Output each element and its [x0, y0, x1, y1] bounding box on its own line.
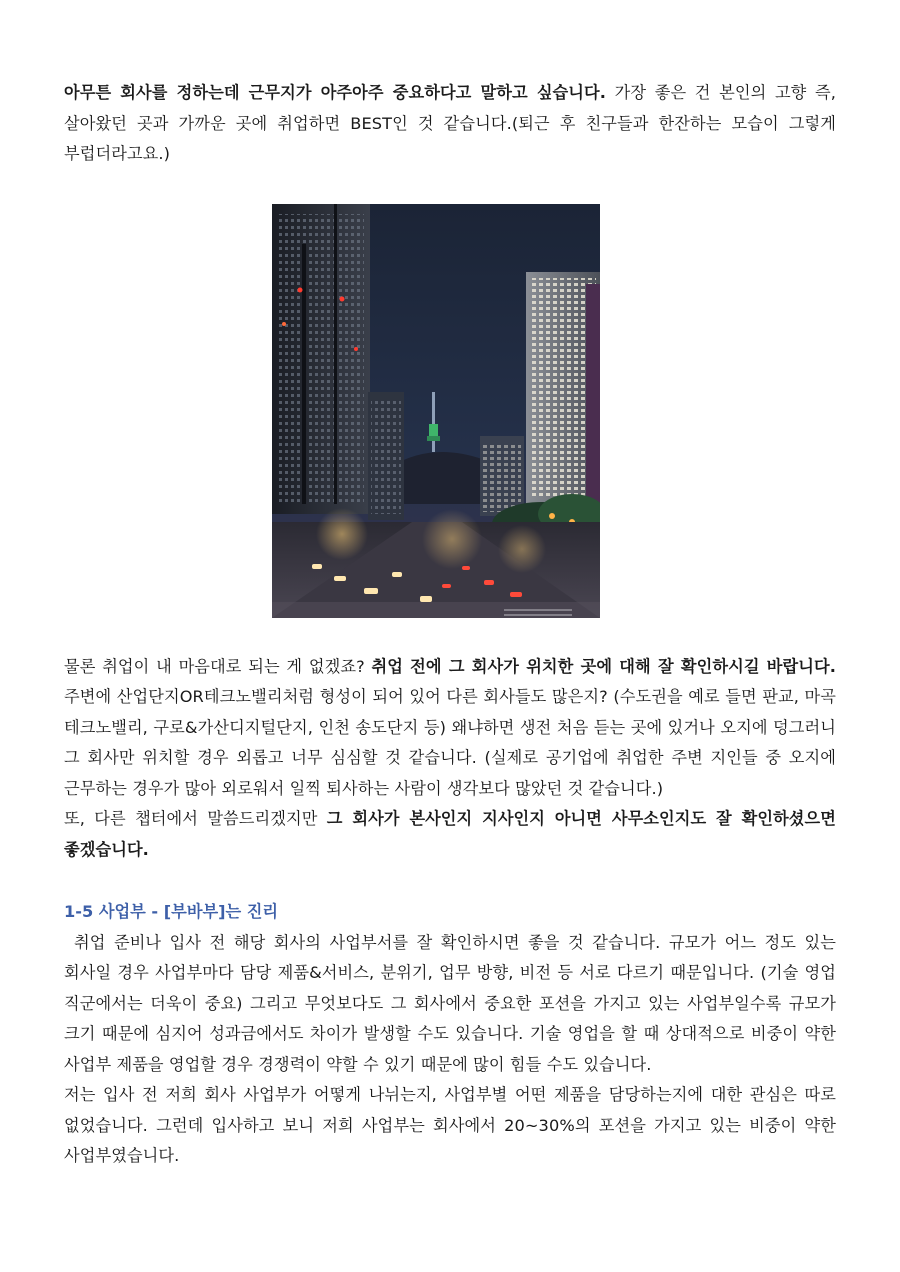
location-p2-text: 또, 다른 챕터에서 말씀드리겠지만	[64, 809, 327, 828]
intro-paragraph	[64, 78, 836, 170]
section-paragraph-2: 저는 입사 전 저희 회사 사업부가 어떻게 나뉘는지, 사업부별 어떤 제품을 담당하는지에 대한 관심은 따로 없었습니다. 그런데 입사하고 보니 저희 사업부는 회사에서 20~30%의 포션을 가지고 있는 비중이 약한 사업부였습니다.	[64, 1085, 836, 1165]
section-heading: 1-5 사업부 - [부바부]는 진리	[64, 902, 279, 921]
location-body-text: 주변에 산업단지OR테크노밸리처럼 형성이 되어 있어 다른 회사들도 많은지? (수도권을 예로 들면 판교, 마곡 테크노밸리, 구로&가산디지털단지, 인천 송도단지 등) 왜냐하면 생전 처음 듣는 곳에 있거나 오지에 덩그러니 그 회사만 위치할 경우 외롭고 너무 심심할 것 같습니다. (실제로 공기업에 취업한 주변 지인들 중 오지에 근무하는 경우가 많아 외로워서 일찍 퇴사하는 사람이 생각보다 많았던 것 같습니다.)	[64, 687, 836, 798]
section-paragraph-1: 취업 준비나 입사 전 해당 회사의 사업부서를 잘 확인하시면 좋을 것 같습니다. 규모가 어느 정도 있는 회사일 경우 사업부마다 담당 제품&서비스, 분위기, 업무 방향, 비전 등 서로 다르기 때문입니다. (기술 영업 직군에서는 더욱이 중요) 그리고 무엇보다도 그 회사에서 중요한 포션을 가지고 있는 사업부일수록 규모가 크기 때문에 심지어 성과금에서도 차이가 발생할 수도 있습니다. 기술 영업을 할 때 상대적으로 비중이 약한 사업부 제품을 영업할 경우 경쟁력이 약할 수 있기 때문에 많이 힘들 수도 있습니다.	[64, 932, 836, 1074]
location-paragraph-2	[64, 804, 836, 865]
intro-text: 가장 좋은 건 본인의 고향 즉, 살아왔던 곳과 가까운 곳에 취업하면 BEST인 것 같습니다.(퇴근 후 친구들과 한잔하는 모습이 그렇게 부럽더라고요.)	[64, 83, 837, 163]
location-p2-bold-text: 그 회사가 본사인지 지사인지 아니면 사무소인지도 잘 확인하셨으면 좋겠습니다.	[64, 809, 837, 859]
location-intro-text: 물론 취업이 내 마음대로 되는 게 없겠죠?	[64, 656, 372, 676]
location-bold-text: 취업 전에 그 회사가 위치한 곳에 대해 잘 확인하시길 바랍니다.	[371, 656, 836, 676]
intro-bold-text: 아무튼 회사를 정하는데 근무지가 아주아주 중요하다고 말하고 싶습니다.	[64, 83, 607, 102]
city-night-photo	[272, 204, 600, 618]
location-paragraph-1	[64, 652, 836, 805]
document-page	[64, 78, 836, 1172]
